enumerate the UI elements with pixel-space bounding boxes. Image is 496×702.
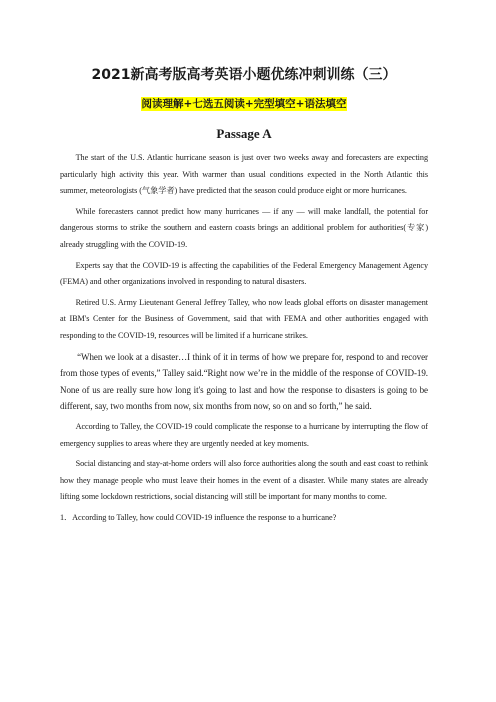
- document-subtitle-highlighted: 阅读理解+七选五阅读+完型填空+语法填空: [141, 98, 347, 110]
- paragraph: Experts say that the COVID-19 is affecting the capabilities of the Federal Emergency Management Agency (FEMA) and other organizations involved in responding to natural disasters.: [60, 260, 428, 287]
- paragraph: According to Talley, the COVID-19 could complicate the response to a hurricane by interrupting the flow of emergency supplies to areas where they are urgently needed at key moments.: [60, 421, 428, 448]
- paragraph: Social distancing and stay-at-home orders will also force authorities along the south and east coast to rethink how they manage people who must leave their homes in the event of a disaster. While many states are already lifting some lockdown restrictions, social distancing will still be important for many months to come.: [60, 459, 428, 502]
- document-title: 2021新高考版高考英语小题优练冲刺训练（三）: [91, 67, 397, 83]
- question: 1．According to Talley, how could COVID-19 influence the response to a hurricane?: [60, 512, 337, 522]
- paragraph: While forecasters cannot predict how many hurricanes — if any — will make landfall, the potential for dangerous storms to strike the southern and eastern coasts brings an additional problem for authorities(专家) already struggling with the COVID-19.: [60, 206, 428, 249]
- passage-heading: Passage A: [216, 126, 272, 141]
- passage-body: [60, 150, 428, 526]
- paragraph: Retired U.S. Army Lieutenant General Jeffrey Talley, who now leads global efforts on disaster management at IBM's Center for the Business of Government, said that with FEMA and other authorities engaged with responding to the COVID-19, resources will be limited if a hurricane strikes.: [60, 297, 428, 340]
- subtitle-container: [60, 94, 428, 112]
- paragraph: “When we look at a disaster…I think of it in terms of how we prepare for, respond to and recover from those types of events,” Talley said.“Right now we’re in the middle of the response of COVID-19. None of us are really sure how long it's going to last and how the response to disasters is going to be different, say, two months from now, six months from now, so on and so forth,” he said.: [60, 351, 428, 412]
- paragraph: The start of the U.S. Atlantic hurricane season is just over two weeks away and forecasters are expecting particularly high activity this year. With warmer than usual conditions expected in the North Atlantic this summer, meteorologists (气象学者) have predicted that the season could produce eight or more hurricanes.: [60, 153, 428, 196]
